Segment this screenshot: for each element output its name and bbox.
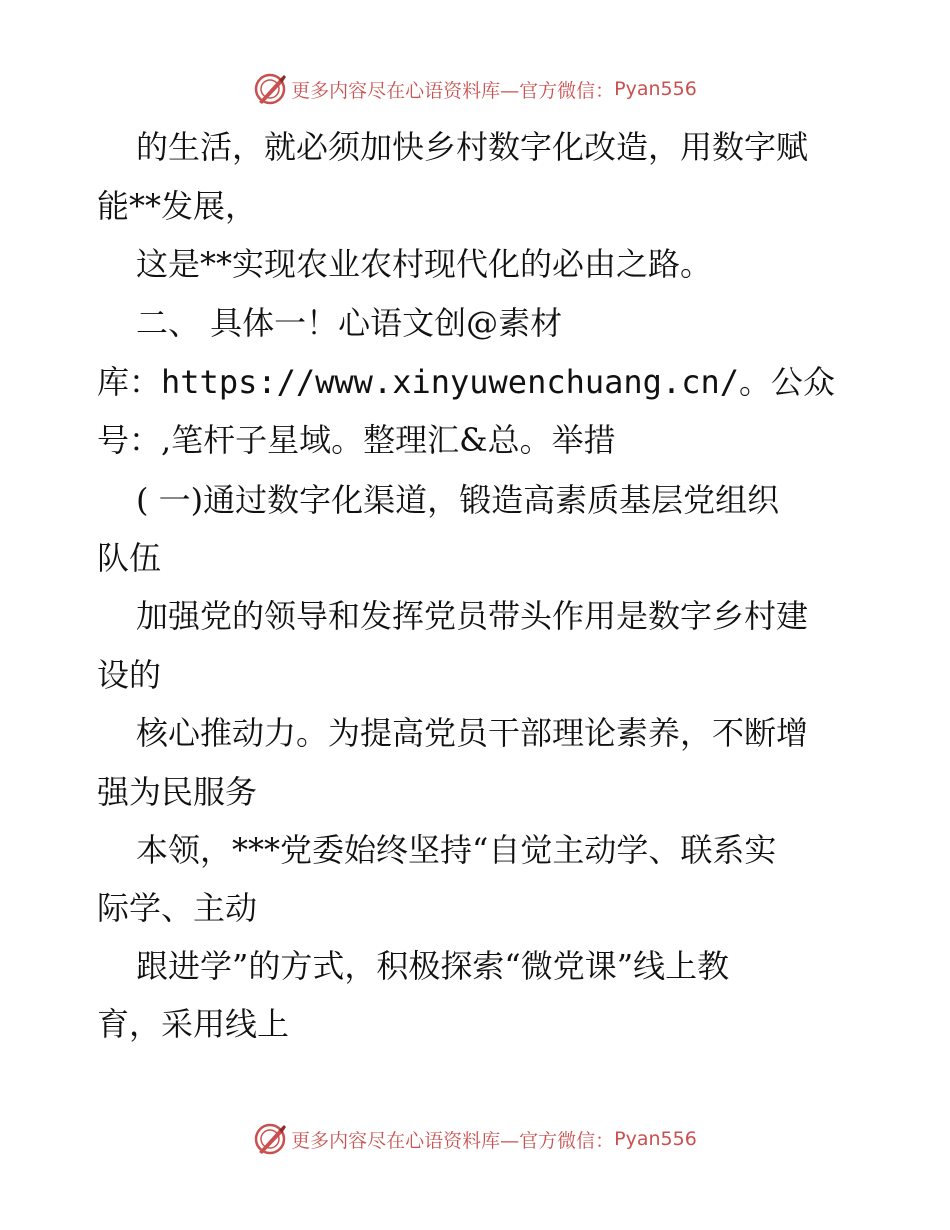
- footer-watermark-id: Pyan556: [614, 1128, 697, 1150]
- header-watermark-text: 更多内容尽在心语资料库—官方微信：: [291, 79, 615, 102]
- paragraph-line: 强为民服务: [97, 773, 258, 811]
- paragraph-line: 核心推动力。为提高党员干部理论素养，不断增: [136, 714, 809, 752]
- subsection-heading: ( 一)通过数字化渠道，锻造高素质基层党组织: [136, 481, 780, 519]
- paragraph-line: [97, 362, 835, 402]
- paragraph-line: 能**发展，: [97, 187, 258, 225]
- paragraph-line: 加强党的领导和发挥党员带头作用是数字乡村建: [136, 597, 809, 635]
- paragraph-line: 的生活，就必须加快乡村数字化改造，用数字赋: [136, 128, 809, 166]
- paragraph-line: 育，采用线上: [97, 1005, 290, 1043]
- paragraph-line: 号：,笔杆子星域。整理汇&总。举措: [97, 421, 616, 459]
- text-fragment: 库：: [97, 363, 162, 401]
- paragraph-line: 际学、主动: [97, 889, 258, 927]
- footer-watermark: [0, 1122, 950, 1156]
- paragraph-line: 设的: [97, 656, 162, 694]
- paragraph-line: 本领，***党委始终坚持“自觉主动学、联系实: [136, 831, 777, 869]
- header-watermark-id: Pyan556: [614, 78, 697, 100]
- footer-watermark-text: 更多内容尽在心语资料库—官方微信：: [291, 1129, 615, 1152]
- url-text: https://www.xinyuwenchuang.cn/: [161, 363, 739, 401]
- pen-logo-icon: [253, 1122, 287, 1156]
- paragraph-line: 队伍: [97, 539, 162, 577]
- paragraph-line: 跟进学”的方式，积极探索“微党课”线上教: [136, 947, 730, 985]
- paragraph-line: 这是**实现农业农村现代化的必由之路。: [136, 245, 713, 283]
- text-fragment: 。公众: [738, 363, 835, 401]
- section-heading: 二、 具体一！心语文创@素材: [136, 304, 563, 342]
